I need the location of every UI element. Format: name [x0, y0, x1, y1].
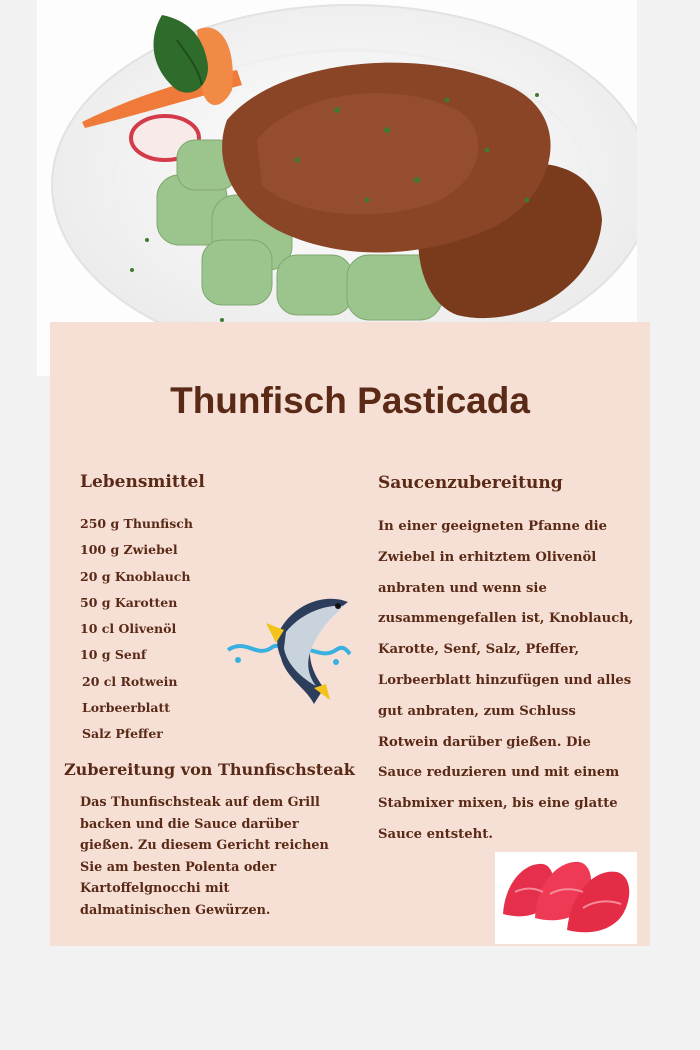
- sauce-instructions: In einer geeigneten Pfanne die Zwiebel in erhitztem Olivenöl anbraten und wenn sie zusammengefallen ist, Knoblauch, Karotte, Senf, Salz, Pfeffer, Lorbeerblatt hinzufügen und alles gut anbraten, zum Schluss Rotwein darüber gießen. Die Sauce reduzieren und mit einem Stabmixer mixen, bis eine glatte Sauce entsteht.: [378, 519, 634, 842]
- ingredient-item: 20 g Knoblauch: [80, 568, 191, 584]
- steak-instructions: Das Thunfischsteak auf dem Grill backen und die Sauce darüber gießen. Zu diesem Gericht reichen Sie am besten Polenta oder Kartoffelgnocchi mit dalmatinischen Gewürzen.: [80, 795, 329, 918]
- steak-heading: Zubereitung von Thunfischsteak: [64, 760, 355, 779]
- ingredient-item: 250 g Thunfisch: [80, 516, 193, 531]
- tuna-fish-illustration: [226, 588, 352, 706]
- hero-dish-image: [37, 0, 637, 376]
- raw-tuna-image: [495, 852, 637, 944]
- sauce-heading: Saucenzubereitung: [378, 473, 563, 493]
- ingredient-item: Lorbeerblatt: [82, 700, 171, 716]
- ingredient-item: 100 g Zwiebel: [80, 542, 178, 558]
- recipe-title: Thunfisch Pasticada: [170, 380, 530, 421]
- ingredients-heading: Lebensmittel: [80, 472, 205, 492]
- ingredient-item: 20 cl Rotwein: [82, 673, 178, 689]
- ingredient-item: 10 cl Olivenöl: [80, 621, 177, 637]
- ingredients-list: [80, 516, 193, 753]
- ingredient-item: 10 g Senf: [80, 647, 147, 663]
- ingredient-item: 50 g Karotten: [80, 594, 178, 610]
- ingredient-item: Salz Pfeffer: [82, 726, 163, 742]
